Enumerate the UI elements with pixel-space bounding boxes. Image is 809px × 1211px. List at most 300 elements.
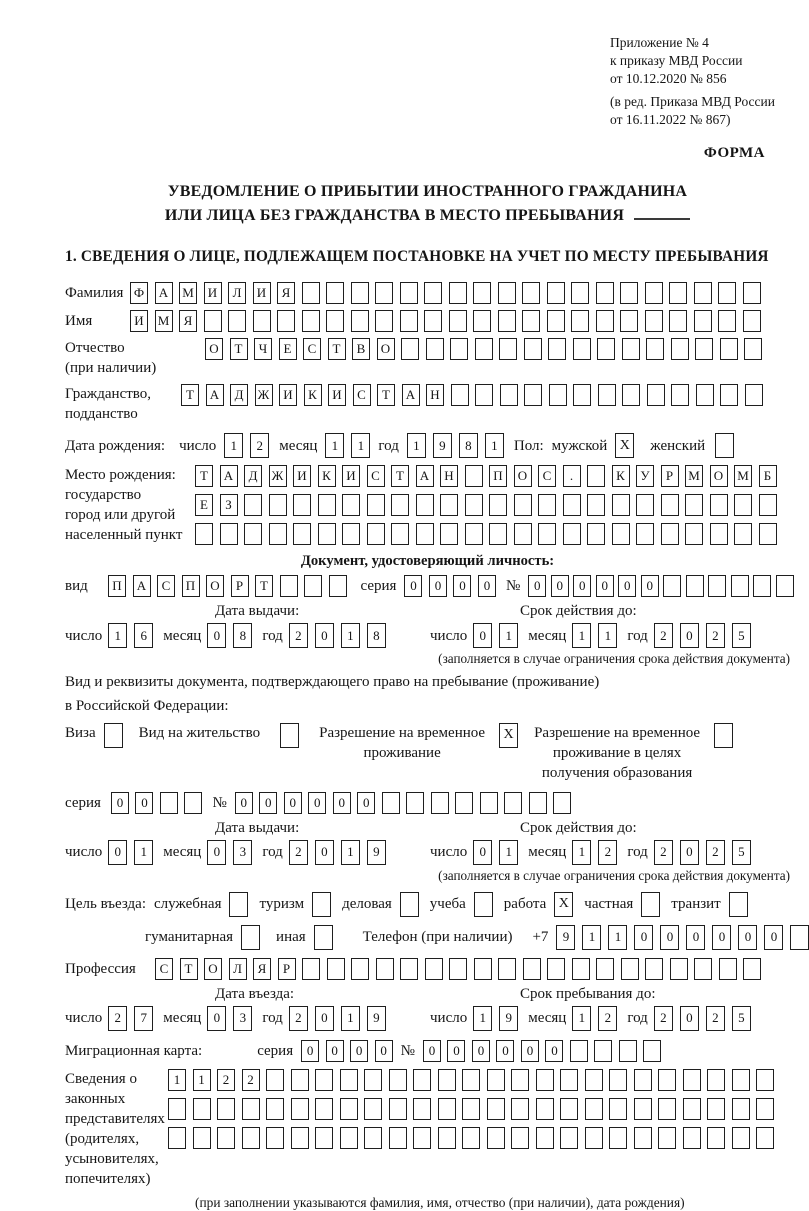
char-cell — [160, 792, 178, 814]
char-cell: 0 — [207, 623, 226, 648]
char-cell — [302, 958, 320, 980]
section1-heading: 1. СВЕДЕНИЯ О ЛИЦЕ, ПОДЛЕЖАЩЕМ ПОСТАНОВКЕ НА УЧЕТ ПО МЕСТУ ПРЕБЫВАНИЯ — [65, 248, 769, 266]
char-cell: З — [220, 494, 238, 516]
char-cell — [547, 958, 565, 980]
res-valid-month-cells — [572, 840, 617, 865]
char-cell — [280, 575, 298, 597]
char-cell — [756, 1098, 774, 1120]
char-cell: 0 — [350, 1040, 368, 1062]
representatives-cells-row1 — [168, 1069, 774, 1091]
char-cell: О — [205, 338, 223, 360]
char-cell — [732, 1098, 750, 1120]
char-cell — [553, 792, 571, 814]
char-cell — [367, 523, 385, 545]
char-cell — [168, 1127, 186, 1149]
char-cell — [406, 792, 424, 814]
purpose-business-label: деловая — [342, 896, 392, 913]
purpose-phone-row — [65, 925, 790, 950]
char-cell: Р — [661, 465, 679, 487]
form-title-line2: ИЛИ ЛИЦА БЕЗ ГРАЖДАНСТВА В МЕСТО ПРЕБЫВАНИЯ — [164, 207, 625, 225]
female-label: женский — [650, 437, 706, 454]
purpose-humanitarian-checkbox — [241, 925, 260, 950]
char-cell — [587, 494, 605, 516]
char-cell — [573, 384, 591, 406]
char-cell: 0 — [573, 575, 591, 597]
char-cell — [302, 310, 320, 332]
purpose-work-label: работа — [503, 896, 547, 913]
sex-label: Пол: — [513, 437, 544, 454]
char-cell — [473, 282, 491, 304]
residence-doc-text-line1: Вид и реквизиты документа, подтверждающего право на пребывание (проживание) — [65, 674, 600, 691]
char-cell — [718, 310, 736, 332]
char-cell — [548, 338, 566, 360]
char-cell — [523, 958, 541, 980]
char-cell: И — [204, 282, 222, 304]
char-cell: М — [179, 282, 197, 304]
char-cell — [244, 523, 262, 545]
char-cell — [326, 310, 344, 332]
char-cell — [364, 1127, 382, 1149]
char-cell — [622, 338, 640, 360]
char-cell — [266, 1127, 284, 1149]
char-cell — [718, 282, 736, 304]
char-cell: 8 — [459, 433, 478, 458]
char-cell: 0 — [135, 792, 153, 814]
char-cell — [382, 792, 400, 814]
mig-series-cells — [301, 1040, 393, 1062]
char-cell — [734, 523, 752, 545]
char-cell: А — [133, 575, 151, 597]
char-cell — [340, 1127, 358, 1149]
char-cell: 0 — [473, 840, 492, 865]
char-cell — [465, 523, 483, 545]
char-cell — [340, 1069, 358, 1091]
char-cell: И — [130, 310, 148, 332]
char-cell: 1 — [168, 1069, 186, 1091]
char-cell — [743, 282, 761, 304]
char-cell: 0 — [429, 575, 447, 597]
entry-purpose-row — [65, 892, 790, 917]
char-cell: 1 — [499, 840, 518, 865]
char-cell: 0 — [315, 623, 334, 648]
char-cell — [340, 1098, 358, 1120]
char-cell — [489, 523, 507, 545]
temp-permit-checkbox: X — [499, 723, 518, 748]
char-cell — [462, 1098, 480, 1120]
char-cell — [450, 338, 468, 360]
id-dates-block: Дата выдачи: число 1 6 месяц 0 8 год 2 0 1 8 Срок действия до: число 0 1 месяц 1 1 год 2 0 2 5 — [65, 603, 790, 648]
year-label: год — [378, 437, 399, 454]
char-cell — [327, 958, 345, 980]
char-cell — [228, 310, 246, 332]
char-cell: С — [538, 465, 556, 487]
char-cell — [643, 1040, 661, 1062]
char-cell: 1 — [351, 433, 370, 458]
char-cell — [759, 494, 777, 516]
res-valid-until-note: (заполняется в случае ограничения срока действия документа) — [438, 867, 790, 883]
char-cell: 0 — [284, 792, 302, 814]
surname-label: Фамилия — [65, 285, 124, 302]
given-name-cells — [130, 310, 761, 332]
char-cell: О — [514, 465, 532, 487]
appendix-line: Приложение № 4 — [610, 35, 709, 50]
res-number-cells — [235, 792, 572, 814]
char-cell — [293, 523, 311, 545]
mig-number-cells — [423, 1040, 662, 1062]
id-issue-month-cells — [207, 623, 252, 648]
char-cell: 1 — [134, 840, 153, 865]
char-cell — [743, 958, 761, 980]
char-cell: 3 — [233, 1006, 252, 1031]
char-cell — [547, 310, 565, 332]
id-valid-month-cells — [572, 623, 617, 648]
char-cell: 0 — [680, 1006, 699, 1031]
char-cell — [342, 494, 360, 516]
char-cell — [462, 1069, 480, 1091]
char-cell: У — [636, 465, 654, 487]
char-cell: 0 — [111, 792, 129, 814]
char-cell — [547, 282, 565, 304]
char-cell: 0 — [375, 1040, 393, 1062]
birth-day-cells — [224, 433, 269, 458]
char-cell — [683, 1069, 701, 1091]
phone-prefix: +7 — [532, 929, 549, 946]
char-cell — [571, 282, 589, 304]
char-cell: 0 — [764, 925, 783, 950]
char-cell: 9 — [367, 840, 386, 865]
char-cell — [573, 338, 591, 360]
res-issue-date-label: Дата выдачи: — [215, 819, 300, 836]
char-cell — [636, 494, 654, 516]
char-cell — [474, 958, 492, 980]
char-cell — [621, 958, 639, 980]
res-valid-until-label: Срок действия до: — [520, 819, 637, 836]
char-cell — [634, 1098, 652, 1120]
char-cell — [498, 958, 516, 980]
valid-until-note: (заполняется в случае ограничения срока действия документа) — [438, 651, 790, 667]
char-cell: 0 — [333, 792, 351, 814]
char-cell — [487, 1098, 505, 1120]
char-cell — [473, 310, 491, 332]
doc-kind-label: вид — [65, 578, 88, 595]
char-cell — [342, 523, 360, 545]
purpose-official-checkbox — [229, 892, 248, 917]
purpose-official-label: служебная — [153, 896, 222, 913]
char-cell: И — [279, 384, 297, 406]
purpose-tourism-label: туризм — [259, 896, 305, 913]
char-cell: 1 — [572, 1006, 591, 1031]
char-cell: 0 — [680, 623, 699, 648]
char-cell — [686, 575, 704, 597]
char-cell: Я — [179, 310, 197, 332]
phone-cells — [556, 925, 809, 950]
char-cell — [645, 310, 663, 332]
char-cell — [514, 523, 532, 545]
char-cell — [449, 282, 467, 304]
char-cell: 0 — [259, 792, 277, 814]
res-series-cells — [111, 792, 203, 814]
char-cell: 0 — [521, 1040, 539, 1062]
char-cell: 1 — [407, 433, 426, 458]
char-cell — [475, 338, 493, 360]
char-cell — [401, 338, 419, 360]
char-cell: 1 — [499, 623, 518, 648]
appendix-line: от 10.12.2020 № 856 — [610, 71, 727, 87]
char-cell — [720, 384, 738, 406]
char-cell — [315, 1069, 333, 1091]
char-cell — [596, 958, 614, 980]
char-cell — [438, 1127, 456, 1149]
char-cell: Т — [230, 338, 248, 360]
char-cell — [710, 494, 728, 516]
char-cell: О — [204, 958, 222, 980]
char-cell — [449, 958, 467, 980]
char-cell: 0 — [478, 575, 496, 597]
form-title-line1: УВЕДОМЛЕНИЕ О ПРИБЫТИИ ИНОСТРАННОГО ГРАЖДАНИНА — [167, 183, 688, 201]
char-cell — [266, 1069, 284, 1091]
stay-until-label: Срок пребывания до: — [520, 985, 656, 1002]
char-cell: Р — [231, 575, 249, 597]
char-cell — [683, 1098, 701, 1120]
char-cell: 9 — [556, 925, 575, 950]
char-cell — [563, 523, 581, 545]
entry-purpose-label: Цель въезда: — [65, 896, 146, 913]
char-cell — [511, 1127, 529, 1149]
char-cell — [622, 384, 640, 406]
char-cell: 0 — [357, 792, 375, 814]
char-cell: Б — [759, 465, 777, 487]
char-cell — [514, 494, 532, 516]
char-cell — [389, 1127, 407, 1149]
char-cell — [719, 958, 737, 980]
char-cell: 9 — [433, 433, 452, 458]
purpose-other-label: иная — [276, 929, 306, 946]
char-cell — [242, 1098, 260, 1120]
migration-card-label: Миграционная карта: — [65, 1042, 203, 1059]
char-cell — [375, 310, 393, 332]
char-cell: А — [155, 282, 173, 304]
char-cell — [329, 575, 347, 597]
res-valid-day-cells — [473, 840, 518, 865]
char-cell — [671, 338, 689, 360]
char-cell: М — [685, 465, 703, 487]
char-cell: 2 — [706, 1006, 725, 1031]
char-cell: 3 — [233, 840, 252, 865]
char-cell — [440, 494, 458, 516]
char-cell: 5 — [732, 623, 751, 648]
char-cell: А — [206, 384, 224, 406]
profession-cells — [155, 958, 761, 980]
entry-day-cells — [108, 1006, 153, 1031]
representatives-cells-row3 — [168, 1127, 774, 1149]
char-cell — [776, 575, 794, 597]
char-cell — [560, 1098, 578, 1120]
char-cell: О — [206, 575, 224, 597]
char-cell — [426, 338, 444, 360]
char-cell — [594, 1040, 612, 1062]
purpose-other-checkbox — [314, 925, 333, 950]
res-series-label: серия — [65, 794, 101, 811]
female-checkbox — [715, 433, 734, 458]
res-issue-month-cells — [207, 840, 252, 865]
char-cell — [364, 1098, 382, 1120]
char-cell: 1 — [598, 623, 617, 648]
char-cell — [465, 465, 483, 487]
id-issue-day-cells — [108, 623, 153, 648]
char-cell — [707, 1098, 725, 1120]
char-cell — [663, 575, 681, 597]
char-cell — [661, 523, 679, 545]
char-cell — [696, 384, 714, 406]
char-cell — [720, 338, 738, 360]
form-title — [65, 180, 790, 228]
representatives-grid — [168, 1069, 774, 1149]
char-cell — [563, 494, 581, 516]
char-cell — [291, 1098, 309, 1120]
char-cell — [424, 282, 442, 304]
char-cell: Я — [253, 958, 271, 980]
purpose-study-checkbox — [474, 892, 493, 917]
char-cell: 2 — [598, 1006, 617, 1031]
form-label: ФОРМА — [703, 145, 765, 162]
char-cell: 0 — [712, 925, 731, 950]
char-cell: 5 — [732, 1006, 751, 1031]
representatives-cells-row2 — [168, 1098, 774, 1120]
char-cell — [499, 338, 517, 360]
visa-checkbox — [104, 723, 123, 748]
purpose-transit-checkbox — [729, 892, 748, 917]
char-cell: 1 — [341, 623, 360, 648]
char-cell — [489, 494, 507, 516]
issue-date-label: Дата выдачи: — [215, 603, 300, 620]
char-cell — [620, 282, 638, 304]
char-cell — [487, 1069, 505, 1091]
char-cell: 7 — [134, 1006, 153, 1031]
char-cell: Е — [279, 338, 297, 360]
char-cell: С — [303, 338, 321, 360]
char-cell: 8 — [367, 623, 386, 648]
char-cell: П — [108, 575, 126, 597]
revision-line: (в ред. Приказа МВД России — [610, 93, 775, 109]
char-cell — [253, 310, 271, 332]
char-cell: С — [155, 958, 173, 980]
patronymic-label: Отчество (при наличии) — [65, 340, 157, 377]
char-cell: 0 — [596, 575, 614, 597]
char-cell — [391, 523, 409, 545]
char-cell: 0 — [473, 623, 492, 648]
char-cell — [596, 310, 614, 332]
id-issue-year-cells — [289, 623, 386, 648]
char-cell: 0 — [447, 1040, 465, 1062]
char-cell — [549, 384, 567, 406]
char-cell — [536, 1069, 554, 1091]
char-cell — [438, 1098, 456, 1120]
char-cell: 0 — [680, 840, 699, 865]
char-cell — [685, 523, 703, 545]
char-cell — [424, 310, 442, 332]
char-cell: 1 — [341, 1006, 360, 1031]
char-cell — [619, 1040, 637, 1062]
char-cell — [498, 282, 516, 304]
char-cell: 2 — [598, 840, 617, 865]
appendix-line: к приказу МВД России — [610, 53, 743, 69]
char-cell: Л — [229, 958, 247, 980]
char-cell: 0 — [551, 575, 569, 597]
id-valid-year-cells — [654, 623, 751, 648]
char-cell — [449, 310, 467, 332]
char-cell — [416, 494, 434, 516]
char-cell — [326, 282, 344, 304]
char-cell — [560, 1069, 578, 1091]
char-cell — [511, 1069, 529, 1091]
char-cell: 0 — [528, 575, 546, 597]
identity-doc-heading: Документ, удостоверяющий личность: — [300, 553, 555, 570]
char-cell — [609, 1127, 627, 1149]
char-cell — [694, 958, 712, 980]
char-cell — [315, 1127, 333, 1149]
char-cell — [669, 282, 687, 304]
char-cell — [671, 384, 689, 406]
char-cell — [669, 310, 687, 332]
char-cell: П — [489, 465, 507, 487]
char-cell: Т — [377, 384, 395, 406]
month-label: месяц — [279, 437, 318, 454]
char-cell — [646, 338, 664, 360]
char-cell: 2 — [289, 623, 308, 648]
temp-permit-edu-label: Разрешение на временное проживание в целях получения образования — [534, 724, 701, 781]
char-cell: А — [402, 384, 420, 406]
char-cell — [364, 1069, 382, 1091]
char-cell — [413, 1127, 431, 1149]
char-cell — [351, 282, 369, 304]
char-cell: 1 — [108, 623, 127, 648]
char-cell — [318, 523, 336, 545]
residence-permit-checkbox — [280, 723, 299, 748]
char-cell — [455, 792, 473, 814]
char-cell: 2 — [108, 1006, 127, 1031]
char-cell: Л — [228, 282, 246, 304]
char-cell — [480, 792, 498, 814]
char-cell — [291, 1127, 309, 1149]
revision-line: от 16.11.2022 № 867) — [610, 111, 731, 127]
char-cell: 2 — [706, 840, 725, 865]
char-cell: 0 — [404, 575, 422, 597]
char-cell — [587, 465, 605, 487]
char-cell: Т — [328, 338, 346, 360]
char-cell — [585, 1127, 603, 1149]
char-cell — [536, 1127, 554, 1149]
birth-place-cells-row1 — [195, 465, 777, 487]
mig-number-sign: № — [400, 1042, 415, 1059]
male-checkbox: X — [615, 433, 634, 458]
char-cell — [487, 1127, 505, 1149]
profession-label: Профессия — [65, 960, 136, 977]
char-cell: 1 — [224, 433, 243, 458]
char-cell: 2 — [654, 840, 673, 865]
residence-permit-label: Вид на жительство — [138, 724, 261, 741]
char-cell: 2 — [289, 840, 308, 865]
char-cell: А — [416, 465, 434, 487]
char-cell: 0 — [496, 1040, 514, 1062]
patronymic-cells — [205, 338, 762, 360]
char-cell — [647, 384, 665, 406]
char-cell — [351, 958, 369, 980]
char-cell — [304, 575, 322, 597]
char-cell — [707, 1069, 725, 1091]
char-cell — [367, 494, 385, 516]
char-cell: Ч — [254, 338, 272, 360]
char-cell — [685, 494, 703, 516]
